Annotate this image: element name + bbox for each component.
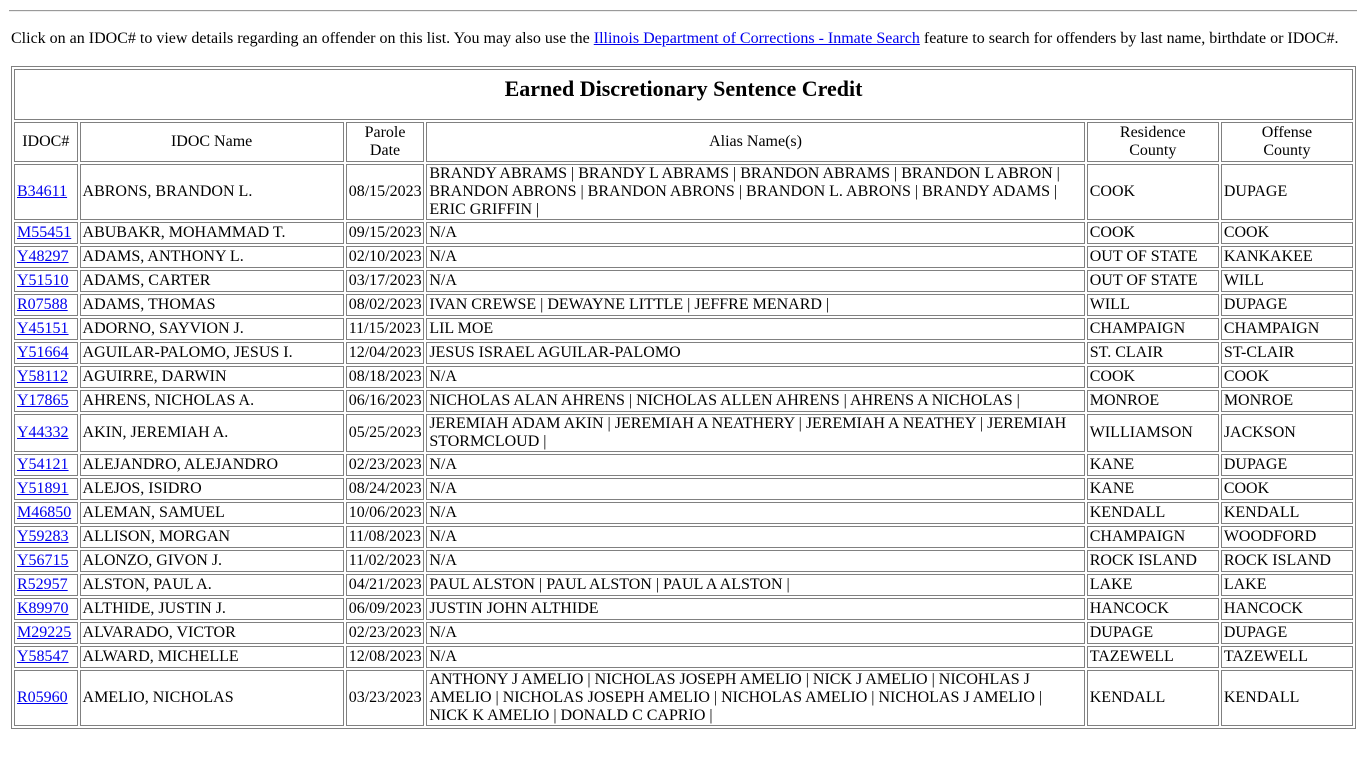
alias-names: N/A bbox=[429, 528, 457, 545]
offender-name: ALTHIDE, JUSTIN J. bbox=[82, 600, 226, 617]
idoc-link[interactable]: K89970 bbox=[17, 600, 69, 617]
parole-date: 12/04/2023 bbox=[348, 344, 422, 361]
table-row bbox=[14, 164, 1353, 220]
header-offense-label-1: Offense bbox=[1261, 124, 1313, 141]
alias-names-cell bbox=[426, 270, 1084, 292]
table-row bbox=[14, 670, 1353, 726]
idoc-link[interactable]: Y58112 bbox=[17, 368, 68, 385]
offense-county-cell bbox=[1221, 342, 1353, 364]
header-parole-label-1: Parole bbox=[364, 124, 406, 141]
parole-date-cell bbox=[346, 366, 425, 388]
parole-date-cell bbox=[346, 414, 425, 452]
table-row bbox=[14, 222, 1353, 244]
residence-county: TAZEWELL bbox=[1089, 648, 1174, 665]
offender-name-cell bbox=[80, 414, 344, 452]
offense-county-cell bbox=[1221, 646, 1353, 668]
credit-table bbox=[11, 66, 1356, 729]
idoc-link-cell bbox=[14, 670, 78, 726]
parole-date: 06/09/2023 bbox=[348, 600, 422, 617]
parole-date-cell bbox=[346, 598, 425, 620]
offense-county-cell bbox=[1221, 318, 1353, 340]
alias-names: ANTHONY J AMELIO | NICHOLAS JOSEPH AMELIO | NICK J AMELIO | NICOHLAS J AMELIO | NICHOLAS JOSEPH AMELIO | NICHOLAS AMELIO | NICHOLAS J AMELIO | NICK K AMELIO | DONALD C CAPRIO | bbox=[429, 671, 1043, 724]
offense-county: COOK bbox=[1223, 480, 1270, 497]
header-parole-label-2: Date bbox=[369, 142, 401, 159]
parole-date-cell bbox=[346, 502, 425, 524]
parole-date-cell bbox=[346, 574, 425, 596]
offender-name-cell bbox=[80, 246, 344, 268]
residence-county-cell bbox=[1087, 670, 1219, 726]
offense-county: ROCK ISLAND bbox=[1223, 552, 1331, 569]
offense-county-cell bbox=[1221, 366, 1353, 388]
idoc-link-cell bbox=[14, 342, 78, 364]
residence-county: OUT OF STATE bbox=[1089, 248, 1198, 265]
alias-names-cell bbox=[426, 222, 1084, 244]
alias-names: N/A bbox=[429, 552, 457, 569]
offender-name: ALEJANDRO, ALEJANDRO bbox=[82, 456, 279, 473]
offense-county: DUPAGE bbox=[1223, 296, 1288, 313]
parole-date-cell bbox=[346, 454, 425, 476]
residence-county-cell bbox=[1087, 390, 1219, 412]
idoc-link[interactable]: R52957 bbox=[17, 576, 68, 593]
residence-county-cell bbox=[1087, 246, 1219, 268]
offense-county: ST-CLAIR bbox=[1223, 344, 1295, 361]
residence-county-cell bbox=[1087, 454, 1219, 476]
header-residence-label-2: County bbox=[1129, 142, 1177, 159]
offense-county: LAKE bbox=[1223, 576, 1267, 593]
parole-date-cell bbox=[346, 622, 425, 644]
intro-text-before: Click on an IDOC# to view details regarding an offender on this list. You may also use the bbox=[11, 30, 594, 47]
parole-date-cell bbox=[346, 526, 425, 548]
offender-name: ALLISON, MORGAN bbox=[82, 528, 231, 545]
offense-county: DUPAGE bbox=[1223, 183, 1288, 200]
alias-names-cell bbox=[426, 246, 1084, 268]
offense-county-cell bbox=[1221, 390, 1353, 412]
alias-names-cell bbox=[426, 550, 1084, 572]
idoc-link-cell bbox=[14, 598, 78, 620]
credit-table-wrapper bbox=[11, 66, 1356, 729]
offense-county-cell bbox=[1221, 598, 1353, 620]
header-name bbox=[80, 122, 344, 162]
idoc-link[interactable]: Y51510 bbox=[17, 272, 69, 289]
residence-county-cell bbox=[1087, 366, 1219, 388]
parole-date: 06/16/2023 bbox=[348, 392, 422, 409]
alias-names-cell bbox=[426, 164, 1084, 220]
offender-name: ALVARADO, VICTOR bbox=[82, 624, 236, 641]
offense-county: TAZEWELL bbox=[1223, 648, 1308, 665]
offender-name: ALSTON, PAUL A. bbox=[82, 576, 212, 593]
offender-name: ABRONS, BRANDON L. bbox=[82, 183, 253, 200]
parole-date: 12/08/2023 bbox=[348, 648, 422, 665]
parole-date: 05/25/2023 bbox=[348, 424, 422, 441]
residence-county-cell bbox=[1087, 598, 1219, 620]
residence-county-cell bbox=[1087, 622, 1219, 644]
offender-name-cell bbox=[80, 164, 344, 220]
offender-name-cell bbox=[80, 390, 344, 412]
offense-county-cell bbox=[1221, 502, 1353, 524]
table-row bbox=[14, 478, 1353, 500]
alias-names-cell bbox=[426, 414, 1084, 452]
offender-name-cell bbox=[80, 318, 344, 340]
residence-county-cell bbox=[1087, 646, 1219, 668]
offense-county: KENDALL bbox=[1223, 504, 1300, 521]
parole-date-cell bbox=[346, 342, 425, 364]
residence-county: DUPAGE bbox=[1089, 624, 1154, 641]
residence-county: ST. CLAIR bbox=[1089, 344, 1164, 361]
alias-names-cell bbox=[426, 502, 1084, 524]
residence-county: MONROE bbox=[1089, 392, 1160, 409]
alias-names-cell bbox=[426, 646, 1084, 668]
offense-county-cell bbox=[1221, 164, 1353, 220]
alias-names: N/A bbox=[429, 480, 457, 497]
header-alias bbox=[426, 122, 1084, 162]
parole-date-cell bbox=[346, 318, 425, 340]
offender-name-cell bbox=[80, 478, 344, 500]
horizontal-rule bbox=[9, 10, 1357, 12]
header-residence-county bbox=[1087, 122, 1219, 162]
offender-name: ALEMAN, SAMUEL bbox=[82, 504, 225, 521]
parole-date-cell bbox=[346, 390, 425, 412]
idoc-link[interactable]: Y56715 bbox=[17, 552, 69, 569]
idoc-link-cell bbox=[14, 246, 78, 268]
residence-county: COOK bbox=[1089, 224, 1136, 241]
offense-county: COOK bbox=[1223, 224, 1270, 241]
offender-name: ADAMS, CARTER bbox=[82, 272, 211, 289]
parole-date: 08/15/2023 bbox=[348, 183, 422, 200]
idoc-link[interactable]: Y45151 bbox=[17, 320, 69, 337]
alias-names: N/A bbox=[429, 272, 457, 289]
offense-county-cell bbox=[1221, 246, 1353, 268]
table-title-cell bbox=[14, 69, 1353, 120]
offense-county: WOODFORD bbox=[1223, 528, 1317, 545]
alias-names: N/A bbox=[429, 224, 457, 241]
table-title-row bbox=[14, 69, 1353, 120]
parole-date-cell bbox=[346, 550, 425, 572]
offense-county-cell bbox=[1221, 294, 1353, 316]
offender-name-cell bbox=[80, 670, 344, 726]
residence-county-cell bbox=[1087, 222, 1219, 244]
offense-county: JACKSON bbox=[1223, 424, 1296, 441]
offense-county-cell bbox=[1221, 270, 1353, 292]
offender-name: AHRENS, NICHOLAS A. bbox=[82, 392, 255, 409]
intro-paragraph bbox=[11, 30, 1339, 48]
offender-name-cell bbox=[80, 270, 344, 292]
idoc-link-cell bbox=[14, 164, 78, 220]
parole-date-cell bbox=[346, 294, 425, 316]
alias-names-cell bbox=[426, 390, 1084, 412]
idoc-link-cell bbox=[14, 414, 78, 452]
idoc-link[interactable]: Y17865 bbox=[17, 392, 69, 409]
table-title: Earned Discretionary Sentence Credit bbox=[504, 76, 863, 101]
idoc-link-cell bbox=[14, 502, 78, 524]
idoc-link[interactable]: B34611 bbox=[17, 183, 68, 200]
residence-county: CHAMPAIGN bbox=[1089, 320, 1186, 337]
residence-county-cell bbox=[1087, 270, 1219, 292]
header-residence-label-1: Residence bbox=[1119, 124, 1186, 141]
alias-names-cell bbox=[426, 342, 1084, 364]
alias-names: N/A bbox=[429, 504, 457, 521]
parole-date: 10/06/2023 bbox=[348, 504, 422, 521]
alias-names-cell bbox=[426, 454, 1084, 476]
offender-name-cell bbox=[80, 502, 344, 524]
idoc-link-cell bbox=[14, 294, 78, 316]
residence-county-cell bbox=[1087, 414, 1219, 452]
alias-names: LIL MOE bbox=[429, 320, 494, 337]
residence-county: COOK bbox=[1089, 183, 1136, 200]
idoc-link-cell bbox=[14, 454, 78, 476]
parole-date: 08/18/2023 bbox=[348, 368, 422, 385]
residence-county: HANCOCK bbox=[1089, 600, 1169, 617]
residence-county: CHAMPAIGN bbox=[1089, 528, 1186, 545]
idoc-link-cell bbox=[14, 478, 78, 500]
offender-name: ALEJOS, ISIDRO bbox=[82, 480, 202, 497]
parole-date: 03/23/2023 bbox=[348, 689, 422, 706]
alias-names-cell bbox=[426, 526, 1084, 548]
offender-name-cell bbox=[80, 222, 344, 244]
parole-date: 04/21/2023 bbox=[348, 576, 422, 593]
offender-name: ADORNO, SAYVION J. bbox=[82, 320, 244, 337]
idoc-link[interactable]: M55451 bbox=[17, 224, 72, 241]
parole-date-cell bbox=[346, 270, 425, 292]
residence-county-cell bbox=[1087, 318, 1219, 340]
parole-date-cell bbox=[346, 164, 425, 220]
intro-text-after: feature to search for offenders by last name, birthdate or IDOC#. bbox=[919, 30, 1339, 47]
residence-county: KANE bbox=[1089, 456, 1135, 473]
offender-name: AKIN, JEREMIAH A. bbox=[82, 424, 229, 441]
residence-county: KENDALL bbox=[1089, 504, 1166, 521]
parole-date: 03/17/2023 bbox=[348, 272, 422, 289]
idoc-link[interactable]: Y51891 bbox=[17, 480, 69, 497]
header-idoc-label: IDOC# bbox=[22, 133, 70, 150]
alias-names: N/A bbox=[429, 648, 457, 665]
inmate-search-link[interactable]: Illinois Department of Corrections - Inmate Search bbox=[593, 30, 920, 47]
offender-name: ALWARD, MICHELLE bbox=[82, 648, 239, 665]
parole-date: 02/23/2023 bbox=[348, 456, 422, 473]
offender-name: ALONZO, GIVON J. bbox=[82, 552, 223, 569]
offender-name-cell bbox=[80, 646, 344, 668]
parole-date-cell bbox=[346, 246, 425, 268]
idoc-link-cell bbox=[14, 574, 78, 596]
idoc-link[interactable]: Y48297 bbox=[17, 248, 69, 265]
offense-county-cell bbox=[1221, 454, 1353, 476]
offender-name-cell bbox=[80, 622, 344, 644]
alias-names: N/A bbox=[429, 248, 457, 265]
idoc-link[interactable]: Y58547 bbox=[17, 648, 69, 665]
residence-county: LAKE bbox=[1089, 576, 1133, 593]
offender-name-cell bbox=[80, 366, 344, 388]
offense-county: KANKAKEE bbox=[1223, 248, 1313, 265]
offense-county-cell bbox=[1221, 222, 1353, 244]
offense-county-cell bbox=[1221, 574, 1353, 596]
offender-name: ADAMS, ANTHONY L. bbox=[82, 248, 244, 265]
offense-county: WILL bbox=[1223, 272, 1264, 289]
offender-name-cell bbox=[80, 574, 344, 596]
offender-name: AGUILAR-PALOMO, JESUS I. bbox=[82, 344, 293, 361]
alias-names: JESUS ISRAEL AGUILAR-PALOMO bbox=[429, 344, 681, 361]
offense-county: DUPAGE bbox=[1223, 624, 1288, 641]
parole-date-cell bbox=[346, 646, 425, 668]
residence-county-cell bbox=[1087, 342, 1219, 364]
header-alias-label: Alias Name(s) bbox=[709, 133, 802, 150]
parole-date: 11/02/2023 bbox=[348, 552, 421, 569]
alias-names: N/A bbox=[429, 368, 457, 385]
alias-names-cell bbox=[426, 622, 1084, 644]
parole-date: 09/15/2023 bbox=[348, 224, 422, 241]
parole-date: 02/10/2023 bbox=[348, 248, 422, 265]
idoc-link-cell bbox=[14, 366, 78, 388]
residence-county-cell bbox=[1087, 294, 1219, 316]
residence-county: WILL bbox=[1089, 296, 1130, 313]
offender-name: AGUIRRE, DARWIN bbox=[82, 368, 227, 385]
alias-names-cell bbox=[426, 670, 1084, 726]
offender-name: ABUBAKR, MOHAMMAD T. bbox=[82, 224, 286, 241]
alias-names-cell bbox=[426, 478, 1084, 500]
alias-names: PAUL ALSTON | PAUL ALSTON | PAUL A ALSTON | bbox=[429, 576, 790, 593]
parole-date-cell bbox=[346, 478, 425, 500]
table-row bbox=[14, 622, 1353, 644]
idoc-link[interactable]: Y59283 bbox=[17, 528, 69, 545]
table-row bbox=[14, 574, 1353, 596]
offense-county: CHAMPAIGN bbox=[1223, 320, 1320, 337]
offense-county-cell bbox=[1221, 622, 1353, 644]
idoc-link[interactable]: M29225 bbox=[17, 624, 72, 641]
parole-date: 11/15/2023 bbox=[348, 320, 421, 337]
parole-date: 08/02/2023 bbox=[348, 296, 422, 313]
table-row bbox=[14, 318, 1353, 340]
alias-names-cell bbox=[426, 574, 1084, 596]
alias-names: IVAN CREWSE | DEWAYNE LITTLE | JEFFRE MENARD | bbox=[429, 296, 830, 313]
alias-names-cell bbox=[426, 318, 1084, 340]
residence-county: KENDALL bbox=[1089, 689, 1166, 706]
idoc-link[interactable]: R07588 bbox=[17, 296, 68, 313]
idoc-link-cell bbox=[14, 318, 78, 340]
residence-county-cell bbox=[1087, 164, 1219, 220]
offense-county: COOK bbox=[1223, 368, 1270, 385]
residence-county-cell bbox=[1087, 574, 1219, 596]
table-row bbox=[14, 646, 1353, 668]
offender-name-cell bbox=[80, 526, 344, 548]
offense-county-cell bbox=[1221, 478, 1353, 500]
idoc-link-cell bbox=[14, 646, 78, 668]
alias-names-cell bbox=[426, 294, 1084, 316]
offender-name-cell bbox=[80, 342, 344, 364]
alias-names: NICHOLAS ALAN AHRENS | NICHOLAS ALLEN AHRENS | AHRENS A NICHOLAS | bbox=[429, 392, 1020, 409]
parole-date-cell bbox=[346, 670, 425, 726]
header-parole-date bbox=[346, 122, 425, 162]
table-row bbox=[14, 550, 1353, 572]
idoc-link-cell bbox=[14, 550, 78, 572]
table-row bbox=[14, 502, 1353, 524]
table-row bbox=[14, 414, 1353, 452]
table-row bbox=[14, 526, 1353, 548]
table-row bbox=[14, 598, 1353, 620]
alias-names-cell bbox=[426, 366, 1084, 388]
idoc-link[interactable]: Y51664 bbox=[17, 344, 69, 361]
residence-county: KANE bbox=[1089, 480, 1135, 497]
table-row bbox=[14, 366, 1353, 388]
offender-name: AMELIO, NICHOLAS bbox=[82, 689, 234, 706]
idoc-link[interactable]: R05960 bbox=[17, 689, 68, 706]
offender-name-cell bbox=[80, 454, 344, 476]
offense-county-cell bbox=[1221, 670, 1353, 726]
table-row bbox=[14, 270, 1353, 292]
offense-county-cell bbox=[1221, 414, 1353, 452]
residence-county: WILLIAMSON bbox=[1089, 424, 1193, 441]
alias-names: JUSTIN JOHN ALTHIDE bbox=[429, 600, 599, 617]
offender-name-cell bbox=[80, 598, 344, 620]
table-row bbox=[14, 246, 1353, 268]
idoc-link-cell bbox=[14, 622, 78, 644]
idoc-link[interactable]: M46850 bbox=[17, 504, 72, 521]
idoc-link[interactable]: Y54121 bbox=[17, 456, 69, 473]
offense-county: HANCOCK bbox=[1223, 600, 1303, 617]
offense-county-cell bbox=[1221, 526, 1353, 548]
idoc-link-cell bbox=[14, 390, 78, 412]
header-name-label: IDOC Name bbox=[170, 133, 253, 150]
parole-date: 11/08/2023 bbox=[348, 528, 421, 545]
residence-county: ROCK ISLAND bbox=[1089, 552, 1197, 569]
header-offense-label-2: County bbox=[1263, 142, 1311, 159]
offender-name-cell bbox=[80, 550, 344, 572]
alias-names: N/A bbox=[429, 624, 457, 641]
parole-date: 08/24/2023 bbox=[348, 480, 422, 497]
offender-name-cell bbox=[80, 294, 344, 316]
offense-county: KENDALL bbox=[1223, 689, 1300, 706]
parole-date: 02/23/2023 bbox=[348, 624, 422, 641]
offender-name: ADAMS, THOMAS bbox=[82, 296, 216, 313]
idoc-link-cell bbox=[14, 222, 78, 244]
residence-county-cell bbox=[1087, 550, 1219, 572]
parole-date-cell bbox=[346, 222, 425, 244]
header-idoc bbox=[14, 122, 78, 162]
alias-names: JEREMIAH ADAM AKIN | JEREMIAH A NEATHERY | JEREMIAH A NEATHEY | JEREMIAH STORMCLOUD | bbox=[429, 415, 1067, 450]
alias-names-cell bbox=[426, 598, 1084, 620]
alias-names: N/A bbox=[429, 456, 457, 473]
offense-county-cell bbox=[1221, 550, 1353, 572]
residence-county-cell bbox=[1087, 478, 1219, 500]
table-row bbox=[14, 390, 1353, 412]
residence-county-cell bbox=[1087, 502, 1219, 524]
table-row bbox=[14, 454, 1353, 476]
idoc-link-cell bbox=[14, 526, 78, 548]
residence-county: OUT OF STATE bbox=[1089, 272, 1198, 289]
header-offense-county bbox=[1221, 122, 1353, 162]
idoc-link-cell bbox=[14, 270, 78, 292]
table-row bbox=[14, 294, 1353, 316]
alias-names: BRANDY ABRAMS | BRANDY L ABRAMS | BRANDON ABRAMS | BRANDON L ABRON | BRANDON ABRONS | BRANDON ABRONS | BRANDON L. ABRONS | BRANDY ADAMS | ERIC GRIFFIN | bbox=[429, 165, 1060, 218]
residence-county-cell bbox=[1087, 526, 1219, 548]
residence-county: COOK bbox=[1089, 368, 1136, 385]
idoc-link[interactable]: Y44332 bbox=[17, 424, 69, 441]
offense-county: MONROE bbox=[1223, 392, 1294, 409]
table-header-row bbox=[14, 122, 1353, 162]
offense-county: DUPAGE bbox=[1223, 456, 1288, 473]
table-row bbox=[14, 342, 1353, 364]
table-body bbox=[14, 164, 1353, 726]
